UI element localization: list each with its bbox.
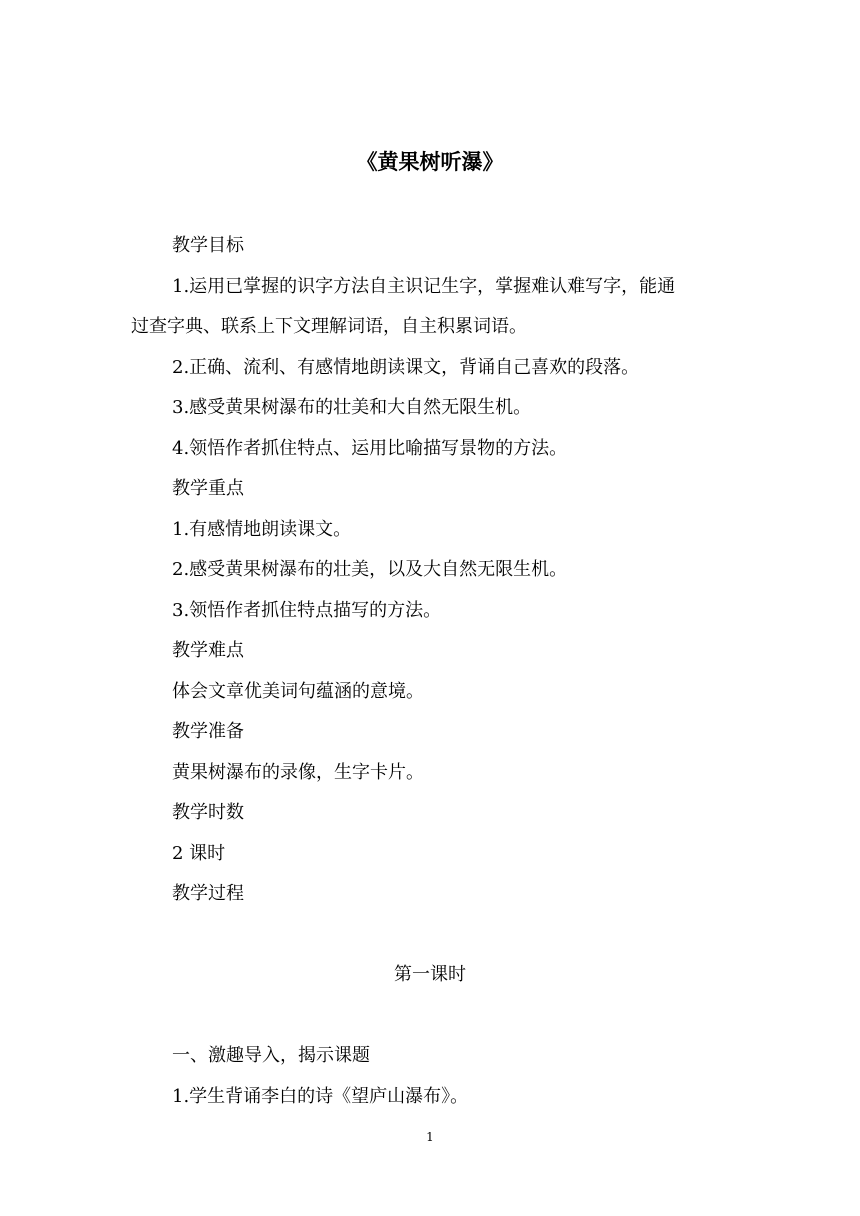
paragraph-hours: 2 课时: [172, 842, 226, 864]
heading-key-points: 教学重点: [172, 478, 244, 499]
paragraph-goal-2: 2.正确、流利、有感情地朗读课文，背诵自己喜欢的段落。: [172, 356, 640, 378]
goal-1-line-2: 过查字典、联系上下文理解词语，自主积累词语。: [131, 316, 527, 337]
document-body: [131, 226, 731, 1117]
heading-process: 教学过程: [172, 883, 244, 904]
paragraph-goal-4: 4.领悟作者抓住特点、运用比喻描写景物的方法。: [172, 437, 568, 459]
heading-section-1: 一、激趣导入，揭示课题: [172, 1045, 370, 1066]
paragraph-goal-3: 3.感受黄果树瀑布的壮美和大自然无限生机。: [172, 397, 532, 418]
paragraph-preparation: 黄果树瀑布的录像，生字卡片。: [172, 761, 424, 783]
goal-1-line-1: 1.运用已掌握的识字方法自主识记生字，掌握难认难写字，能通: [172, 275, 676, 297]
heading-hours: 教学时数: [172, 802, 244, 823]
heading-preparation: 教学准备: [172, 721, 244, 742]
heading-teaching-goals: 教学目标: [172, 235, 244, 256]
document-title: 《黄果树听瀑》: [356, 149, 504, 174]
paragraph-key-1: 1.有感情地朗读课文。: [172, 518, 352, 540]
heading-first-lesson: 第一课时: [394, 964, 466, 985]
paragraph-difficulty: 体会文章优美词句蕴涵的意境。: [172, 680, 424, 702]
spacer: [131, 996, 731, 1037]
paragraph-section-1-item-1: 1.学生背诵李白的诗《望庐山瀑布》。: [172, 1085, 469, 1107]
paragraph-key-3: 3.领悟作者抓住特点描写的方法。: [172, 599, 442, 621]
page-number: 1: [426, 1130, 434, 1144]
heading-difficulties: 教学难点: [172, 640, 244, 661]
spacer: [131, 915, 731, 956]
paragraph-goal-1: [131, 267, 731, 348]
paragraph-key-2: 2.感受黄果树瀑布的壮美，以及大自然无限生机。: [172, 559, 568, 580]
